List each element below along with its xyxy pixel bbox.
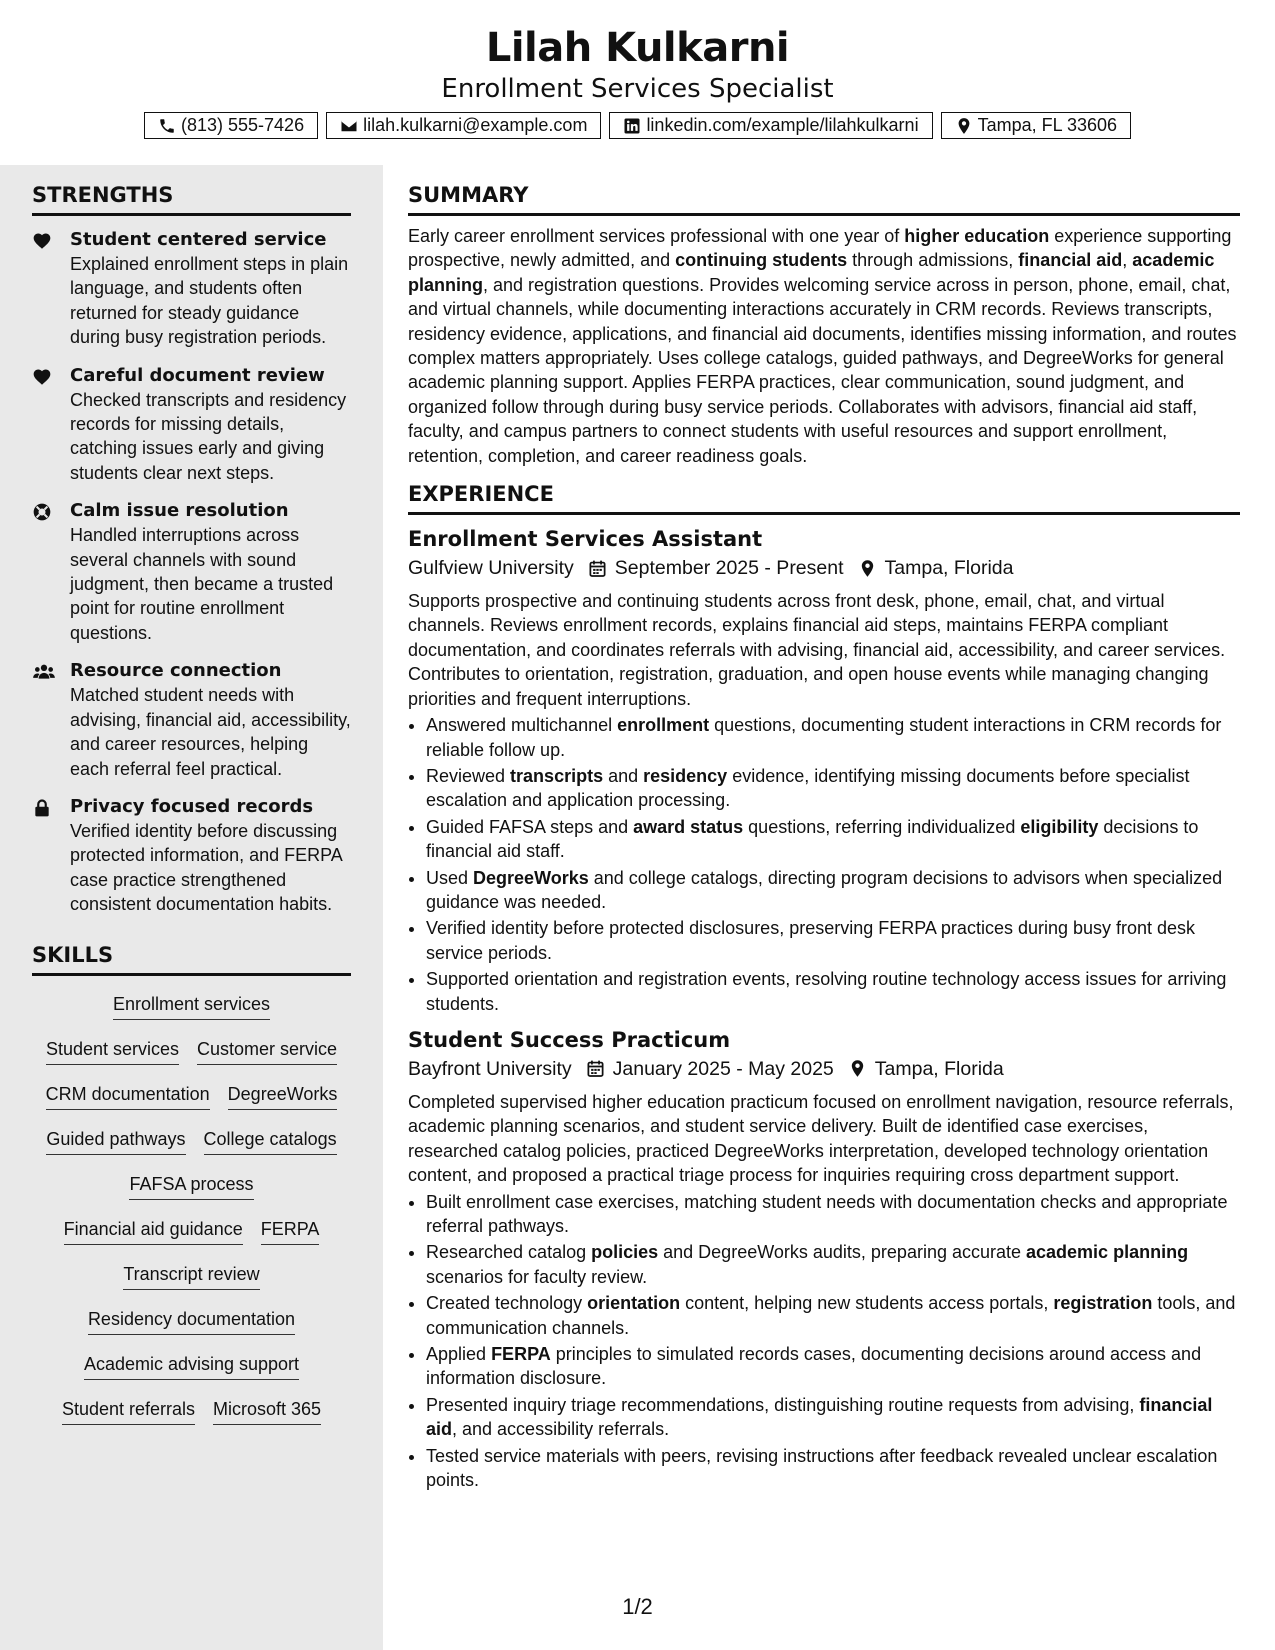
skill-tag: Microsoft 365 bbox=[213, 1397, 321, 1425]
contact-phone-text: (813) 555-7426 bbox=[180, 115, 305, 135]
bold-text: continuing students bbox=[675, 250, 848, 271]
job-bullet bbox=[426, 1393, 1240, 1442]
text-run: Created technology bbox=[426, 1293, 588, 1314]
text-run: through admissions, bbox=[847, 250, 1019, 271]
contact-linkedin[interactable] bbox=[609, 112, 932, 139]
skill-tag: Student referrals bbox=[62, 1397, 195, 1425]
skill-tag: FERPA bbox=[261, 1217, 320, 1245]
contact-linkedin-text: linkedin.com/example/lilahkulkarni bbox=[646, 115, 919, 135]
sidebar bbox=[0, 165, 383, 1650]
strength-item bbox=[32, 795, 351, 917]
job-bullet bbox=[426, 866, 1240, 915]
candidate-name: Lilah Kulkarni bbox=[485, 25, 790, 71]
strength-title: Careful document review bbox=[70, 364, 325, 386]
job-meta bbox=[408, 553, 1240, 583]
linkedin-icon bbox=[623, 117, 641, 135]
skill-tag: Student services bbox=[46, 1037, 179, 1065]
bold-text: financial aid bbox=[1018, 250, 1123, 271]
resume-header bbox=[0, 0, 1275, 165]
strength-desc: Verified identity before discussing protected information, and FERPA case practice strengthened consistent documentation habits. bbox=[70, 820, 342, 915]
map-pin-icon bbox=[955, 117, 973, 135]
bold-text: residency bbox=[643, 765, 728, 786]
text-run: Supported orientation and registration events, resolving routine technology access issues for arriving students. bbox=[426, 969, 1227, 1014]
candidate-title: Enrollment Services Specialist bbox=[441, 74, 834, 104]
skill-row bbox=[32, 1301, 351, 1346]
job-location: Tampa, Florida bbox=[884, 557, 1014, 580]
summary-heading: SUMMARY bbox=[408, 183, 1240, 216]
skills-heading: SKILLS bbox=[32, 943, 351, 976]
contact-bar bbox=[0, 112, 1275, 139]
heart-icon bbox=[32, 231, 52, 251]
text-run: and DegreeWorks audits, preparing accurate bbox=[658, 1242, 1027, 1263]
strength-item bbox=[32, 659, 351, 781]
job-bullet bbox=[426, 1444, 1240, 1493]
job-bullet bbox=[426, 1240, 1240, 1289]
text-run: decisions to financial aid staff. bbox=[426, 816, 1199, 862]
text-run: Verified identity before protected disclosures, preserving FERPA practices during busy front desk service periods. bbox=[426, 918, 1196, 963]
text-run: Built enrollment case exercises, matching student needs with documentation checks and appropriate referral pathways. bbox=[426, 1191, 1228, 1236]
job-org: Gulfview University bbox=[408, 557, 574, 580]
skill-row bbox=[32, 1256, 351, 1301]
text-run: Answered multichannel bbox=[426, 715, 618, 736]
strengths-heading: STRENGTHS bbox=[32, 183, 351, 216]
bold-text: transcripts bbox=[510, 765, 604, 786]
experience-heading: EXPERIENCE bbox=[408, 482, 1240, 515]
skill-row bbox=[32, 1121, 351, 1166]
skill-tag: Enrollment services bbox=[113, 992, 270, 1020]
job-description: Completed supervised higher education practicum focused on enrollment navigation, resource referrals, academic planning scenarios, and student service delivery. Built de identified case exercises, researched catalog policies, practiced DegreeWorks interpretation, developed technology orientation content, and proposed a practical triage process for inquiries requiring cross department support. bbox=[408, 1091, 1234, 1186]
bold-text: orientation bbox=[587, 1293, 681, 1314]
skill-row bbox=[32, 1076, 351, 1121]
text-run: tools, and communication channels. bbox=[426, 1293, 1236, 1338]
map-pin-icon bbox=[858, 559, 877, 578]
text-run: Applied bbox=[426, 1344, 492, 1365]
summary-text bbox=[408, 224, 1240, 468]
skill-row bbox=[32, 986, 351, 1031]
skill-row bbox=[32, 1166, 351, 1211]
job-bullet bbox=[426, 967, 1240, 1016]
text-run: content, helping new students access portals, bbox=[680, 1293, 1054, 1314]
skill-row bbox=[32, 1211, 351, 1256]
text-run: questions, documenting student interactions in CRM records for reliable follow up. bbox=[426, 715, 1222, 760]
bold-text: enrollment bbox=[617, 715, 710, 736]
job-title: Student Success Practicum bbox=[408, 1027, 731, 1052]
job-bullet bbox=[426, 1342, 1240, 1391]
strength-title: Student centered service bbox=[70, 229, 327, 250]
heart-icon bbox=[32, 367, 52, 387]
bold-text: financial aid bbox=[426, 1394, 1213, 1440]
text-run: Early career enrollment services professional with one year of bbox=[408, 226, 905, 246]
lock-icon bbox=[32, 798, 52, 818]
life-ring-icon bbox=[32, 502, 52, 522]
bold-text: DegreeWorks bbox=[473, 867, 589, 888]
job-bullets bbox=[408, 713, 1240, 1016]
skill-tag: Residency documentation bbox=[88, 1307, 295, 1335]
text-run: and college catalogs, directing program decisions to advisors when specialized guidance was needed. bbox=[426, 867, 1223, 912]
text-run: , bbox=[1122, 250, 1133, 271]
strength-desc: Checked transcripts and residency records for missing details, catching issues early and giving students clear next steps. bbox=[70, 389, 347, 483]
skill-tag: Financial aid guidance bbox=[64, 1217, 243, 1245]
job-dates: January 2025 - May 2025 bbox=[612, 1057, 834, 1080]
text-run: Guided FAFSA steps and bbox=[426, 816, 634, 837]
job-bullet bbox=[426, 764, 1240, 813]
text-run: questions, referring individualized bbox=[743, 816, 1021, 837]
strength-title: Calm issue resolution bbox=[70, 500, 289, 522]
skill-row bbox=[32, 1391, 351, 1436]
strength-item bbox=[32, 364, 351, 486]
skill-row bbox=[32, 1031, 351, 1076]
strength-desc: Matched student needs with advising, financial aid, accessibility, and career resources, helping each referral feel practical. bbox=[70, 685, 351, 779]
skill-tag: FAFSA process bbox=[129, 1172, 253, 1200]
bold-text: policies bbox=[591, 1242, 659, 1263]
job-location: Tampa, Florida bbox=[874, 1057, 1004, 1080]
bold-text: award status bbox=[633, 816, 744, 837]
strength-title: Resource connection bbox=[70, 660, 282, 682]
text-run: Presented inquiry triage recommendations, distinguishing routine requests from advising, bbox=[426, 1394, 1140, 1415]
text-run: scenarios for faculty review. bbox=[426, 1266, 648, 1287]
skill-row bbox=[32, 1346, 351, 1391]
job-dates: September 2025 - Present bbox=[614, 557, 844, 580]
strength-title: Privacy focused records bbox=[70, 795, 314, 817]
job-bullet bbox=[426, 1190, 1240, 1239]
bold-text: FERPA bbox=[491, 1344, 551, 1365]
contact-location-text: Tampa, FL 33606 bbox=[977, 115, 1117, 135]
skill-tag: College catalogs bbox=[204, 1127, 337, 1155]
job-bullet bbox=[426, 1291, 1240, 1340]
main-column bbox=[408, 165, 1240, 1494]
phone-icon bbox=[158, 117, 176, 135]
job-bullet bbox=[426, 713, 1240, 762]
strength-desc: Handled interruptions across several channels with sound judgment, then became a trusted point for routine enrollment questions. bbox=[70, 525, 334, 643]
text-run: and bbox=[603, 765, 644, 786]
envelope-icon bbox=[340, 117, 358, 135]
users-icon bbox=[32, 662, 56, 682]
text-run: Tested service materials with peers, revising instructions after feedback revealed unclear escalation points. bbox=[426, 1445, 1218, 1491]
bold-text: academic planning bbox=[408, 250, 1215, 295]
strength-desc: Explained enrollment steps in plain language, and students often returned for steady guidance during busy registration periods. bbox=[70, 254, 349, 348]
calendar-icon bbox=[586, 1059, 605, 1078]
job-entry bbox=[408, 1026, 1240, 1493]
text-run: Researched catalog bbox=[426, 1242, 592, 1263]
contact-email[interactable] bbox=[326, 112, 601, 139]
bold-text: higher education bbox=[904, 226, 1050, 246]
bold-text: registration bbox=[1053, 1293, 1153, 1314]
text-run: Reviewed bbox=[426, 765, 511, 786]
calendar-icon bbox=[588, 559, 607, 578]
skill-tag: Transcript review bbox=[123, 1262, 259, 1290]
text-run: principles to simulated records cases, documenting decisions around access and information disclosure. bbox=[426, 1344, 1202, 1389]
contact-phone[interactable] bbox=[144, 112, 318, 139]
contact-location bbox=[941, 112, 1131, 139]
job-description: Supports prospective and continuing students across front desk, phone, email, chat, and virtual channels. Reviews enrollment records, explains financial aid steps, maintains FERPA compliant documentation, and coordinates referrals with advising, financial aid, accessibility, and career services. Contributes to orientation, registration, graduation, and open house events while managing changing priorities and frequent interruptions. bbox=[408, 591, 1226, 709]
skill-tag: Customer service bbox=[197, 1037, 337, 1065]
job-title: Enrollment Services Assistant bbox=[408, 527, 763, 552]
skill-tag: Academic advising support bbox=[84, 1352, 299, 1380]
bold-text: academic planning bbox=[1026, 1242, 1189, 1263]
job-org: Bayfront University bbox=[408, 1057, 572, 1080]
job-meta bbox=[408, 1054, 1240, 1084]
job-bullet bbox=[426, 916, 1240, 965]
text-run: evidence, identifying missing documents before specialist escalation and application processing. bbox=[426, 765, 1190, 811]
job-entry bbox=[408, 525, 1240, 1016]
skill-tag: DegreeWorks bbox=[228, 1082, 338, 1110]
map-pin-icon bbox=[848, 1059, 867, 1078]
job-bullets bbox=[408, 1190, 1240, 1493]
page-number: 1/2 bbox=[622, 1594, 653, 1619]
job-bullet bbox=[426, 815, 1240, 864]
skills-list bbox=[32, 976, 351, 1436]
text-run: experience supporting prospective, newly admitted, and bbox=[408, 226, 1232, 271]
text-run: Used bbox=[426, 867, 474, 888]
strength-item bbox=[32, 228, 351, 350]
text-run: , and registration questions. Provides welcoming service across in person, phone, email, chat, and virtual channels, while documenting interactions accurately in CRM records. Reviews transcripts, residency evidence, applications, and financial aid documents, identifies missing information, and routes complex matters appropriately. Uses college catalogs, guided pathways, and DegreeWorks for general academic planning support. Applies FERPA practices, clear communication, sound judgment, and organized follow through during busy service periods. Collaborates with advisors, financial aid staff, faculty, and campus partners to connect students with useful resources and support enrollment, retention, completion, and career readiness goals. bbox=[408, 274, 1237, 466]
contact-email-text: lilah.kulkarni@example.com bbox=[363, 115, 588, 135]
bold-text: eligibility bbox=[1020, 816, 1099, 837]
skill-tag: CRM documentation bbox=[46, 1082, 210, 1110]
text-run: , and accessibility referrals. bbox=[452, 1419, 670, 1440]
strength-item bbox=[32, 499, 351, 645]
skill-tag: Guided pathways bbox=[46, 1127, 185, 1155]
